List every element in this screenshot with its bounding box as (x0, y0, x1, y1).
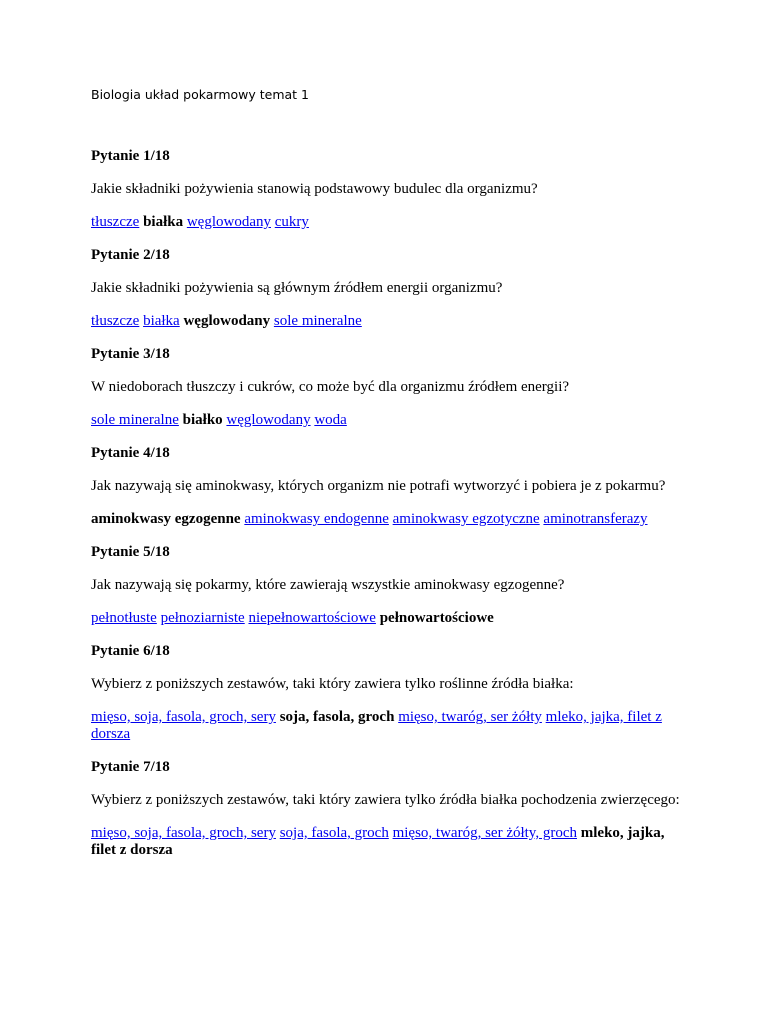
answer-option-correct[interactable]: białka (143, 214, 184, 230)
question-2 (91, 247, 681, 330)
answer-option-link[interactable]: niepełnowartościowe (248, 610, 376, 626)
question-heading: Pytanie 6/18 (91, 643, 170, 659)
question-5 (91, 544, 681, 627)
question-heading: Pytanie 5/18 (91, 544, 170, 560)
answer-option-link[interactable]: mleko, jajka, filet z dorsza (91, 709, 662, 742)
question-text: Jakie składniki pożywienia stanowią podstawowy budulec dla organizmu? (91, 181, 538, 197)
answer-list (91, 412, 681, 429)
answer-option-link[interactable]: tłuszcze (91, 313, 140, 329)
question-heading: Pytanie 7/18 (91, 759, 170, 775)
answer-list (91, 709, 681, 743)
answer-list (91, 825, 681, 859)
question-text: Jakie składniki pożywienia są głównym źródłem energii organizmu? (91, 280, 503, 296)
answer-option-link[interactable]: aminotransferazy (543, 511, 648, 527)
answer-option-link[interactable]: węglowodany (226, 412, 311, 428)
question-heading: Pytanie 1/18 (91, 148, 170, 164)
answer-option-link[interactable]: mięso, soja, fasola, groch, sery (91, 825, 276, 841)
answer-option-correct[interactable]: soja, fasola, groch (279, 709, 395, 725)
answer-option-correct[interactable]: pełnowartościowe (379, 610, 494, 626)
answer-option-link[interactable]: woda (314, 412, 347, 428)
answer-option-link[interactable]: pełnotłuste (91, 610, 157, 626)
question-1 (91, 148, 681, 231)
answer-list (91, 610, 681, 627)
answer-option-link[interactable]: aminokwasy egzotyczne (392, 511, 540, 527)
answer-option-link[interactable]: białka (143, 313, 180, 329)
answer-list (91, 511, 681, 528)
question-text: Wybierz z poniższych zestawów, taki który zawiera tylko roślinne źródła białka: (91, 676, 574, 692)
answer-list (91, 313, 681, 330)
question-4 (91, 445, 681, 528)
answer-option-link[interactable]: mięso, soja, fasola, groch, sery (91, 709, 276, 725)
question-text: Jak nazywają się aminokwasy, których organizm nie potrafi wytworzyć i pobiera je z pokarmu? (91, 478, 666, 494)
question-3 (91, 346, 681, 429)
question-list (91, 148, 681, 875)
answer-option-link[interactable]: sole mineralne (273, 313, 362, 329)
answer-option-link[interactable]: mięso, twaróg, ser żółty, groch (392, 825, 577, 841)
question-text: Wybierz z poniższych zestawów, taki który zawiera tylko źródła białka pochodzenia zwierzęcego: (91, 792, 680, 808)
question-text: Jak nazywają się pokarmy, które zawierają wszystkie aminokwasy egzogenne? (91, 577, 565, 593)
answer-option-correct[interactable]: aminokwasy egzogenne (91, 511, 241, 527)
question-6 (91, 643, 681, 743)
answer-option-link[interactable]: tłuszcze (91, 214, 140, 230)
answer-list (91, 214, 681, 231)
answer-option-link[interactable]: węglowodany (186, 214, 271, 230)
question-text: W niedoborach tłuszczy i cukrów, co może być dla organizmu źródłem energii? (91, 379, 570, 395)
question-heading: Pytanie 2/18 (91, 247, 170, 263)
answer-option-correct[interactable]: węglowodany (183, 313, 271, 329)
answer-option-link[interactable]: pełnoziarniste (160, 610, 245, 626)
answer-option-link[interactable]: mięso, twaróg, ser żółty (398, 709, 542, 725)
answer-option-link[interactable]: soja, fasola, groch (279, 825, 389, 841)
question-heading: Pytanie 4/18 (91, 445, 170, 461)
answer-option-correct[interactable]: białko (182, 412, 223, 428)
document-title: Biologia układ pokarmowy temat 1 (91, 87, 309, 102)
answer-option-correct[interactable]: mleko, jajka, filet z dorsza (91, 825, 665, 858)
question-heading: Pytanie 3/18 (91, 346, 170, 362)
answer-option-link[interactable]: aminokwasy endogenne (244, 511, 389, 527)
answer-option-link[interactable]: sole mineralne (91, 412, 179, 428)
answer-option-link[interactable]: cukry (274, 214, 309, 230)
question-7 (91, 759, 681, 859)
